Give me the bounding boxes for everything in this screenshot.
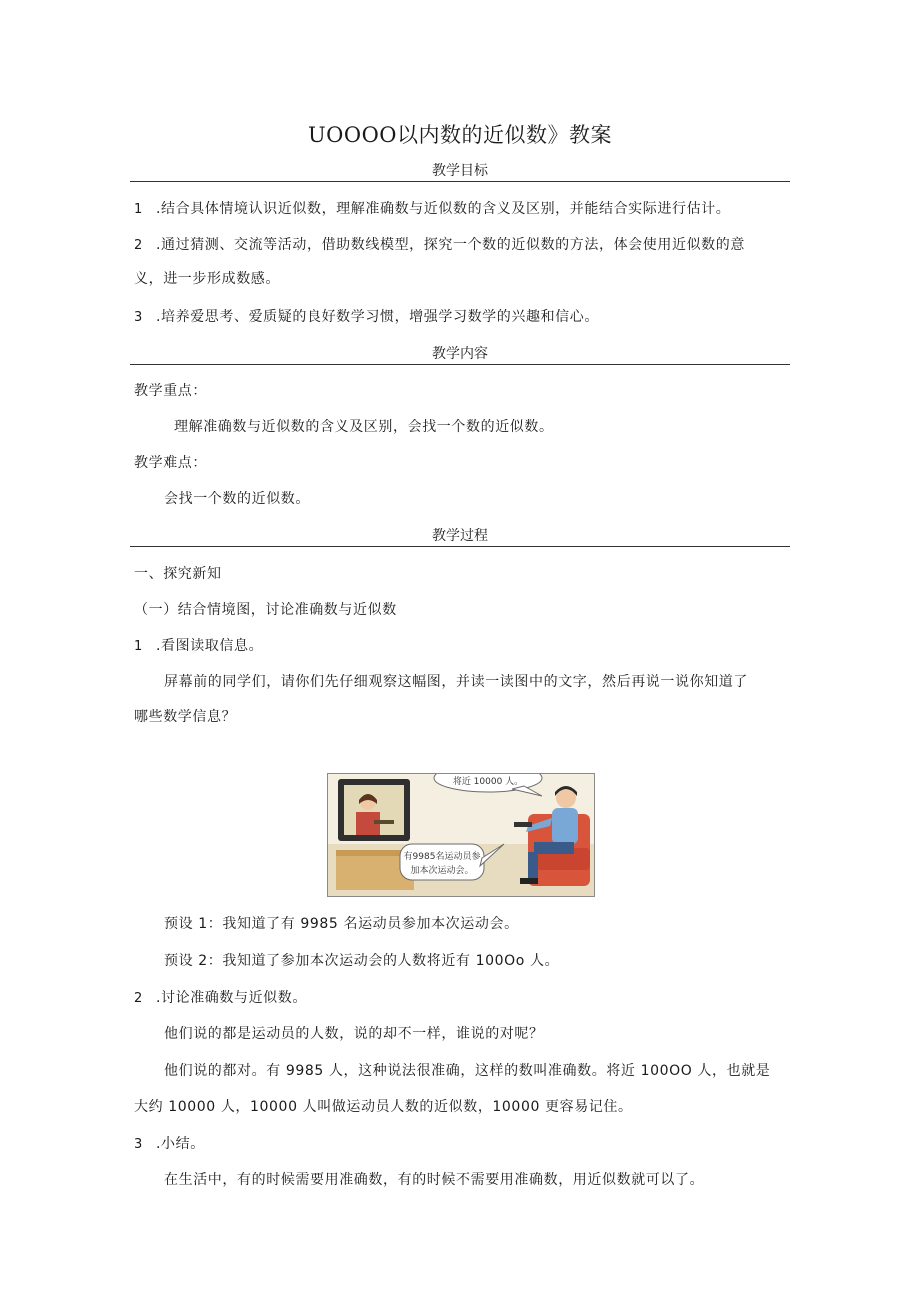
section-rule bbox=[130, 546, 790, 547]
section-heading-goals: 教学目标 bbox=[432, 163, 488, 179]
step-number: 1 bbox=[134, 639, 143, 654]
key-point-label: 教学重点： bbox=[134, 383, 207, 399]
preset-answer: 预设 2：我知道了参加本次运动会的人数将近有 100Oo 人。 bbox=[164, 953, 560, 969]
bubble-left-line2: 加本次运动会。 bbox=[410, 866, 474, 876]
section-rule bbox=[130, 181, 790, 182]
section-rule bbox=[130, 364, 790, 365]
step-number: 3 bbox=[134, 1137, 143, 1152]
paragraph: 他们说的都是运动员的人数，说的却不一样，谁说的对呢？ bbox=[164, 1026, 544, 1042]
goal-item bbox=[134, 198, 730, 218]
step-text: .看图读取信息。 bbox=[155, 638, 264, 654]
difficulty-text: 会找一个数的近似数。 bbox=[164, 491, 310, 507]
step-text: .讨论准确数与近似数。 bbox=[155, 990, 307, 1006]
step-item bbox=[134, 635, 263, 655]
step-number: 2 bbox=[134, 991, 143, 1006]
tv-illustration bbox=[338, 779, 410, 841]
document-title: UOOOO以内数的近似数》教案 bbox=[307, 123, 613, 147]
goal-text-continued: 义，进一步形成数感。 bbox=[134, 271, 280, 287]
section-heading-process: 教学过程 bbox=[432, 528, 488, 544]
bubble-left-line1: 有9985名运动员参 bbox=[403, 852, 481, 862]
paragraph: 屏幕前的同学们，请你们先仔细观察这幅图，并读一读图中的文字，然后再说一说你知道了 bbox=[164, 674, 748, 690]
part-heading: 一、探究新知 bbox=[134, 566, 222, 582]
goal-item bbox=[134, 234, 745, 254]
paragraph: 他们说的都对。有 9985 人，这种说法很准确，这样的数叫准确数。将近 100OO 人，也就是 bbox=[164, 1063, 771, 1079]
goal-number: 3 bbox=[134, 310, 143, 325]
step-item bbox=[134, 987, 307, 1007]
sub-heading: （一）结合情境图，讨论准确数与近似数 bbox=[134, 602, 397, 618]
paragraph-continued: 哪些数学信息？ bbox=[134, 709, 237, 725]
goal-item bbox=[134, 306, 599, 326]
preset-answer: 预设 1：我知道了有 9985 名运动员参加本次运动会。 bbox=[164, 916, 519, 932]
paragraph-continued: 大约 10000 人，10000 人叫做运动员人数的近似数，10000 更容易记住。 bbox=[134, 1099, 633, 1115]
paragraph: 在生活中，有的时候需要用准确数，有的时候不需要用准确数，用近似数就可以了。 bbox=[164, 1172, 705, 1188]
goal-text: .通过猜测、交流等活动，借助数线模型，探究一个数的近似数的方法，体会使用近似数的意 bbox=[155, 237, 745, 253]
key-point-text: 理解准确数与近似数的含义及区别，会找一个数的近似数。 bbox=[174, 419, 554, 435]
illustration bbox=[327, 773, 595, 897]
goal-number: 2 bbox=[134, 238, 143, 253]
bubble-top-text: 将近 10000 人。 bbox=[452, 777, 524, 787]
section-heading-content: 教学内容 bbox=[432, 346, 488, 362]
step-item bbox=[134, 1133, 205, 1153]
goal-text: .培养爱思考、爱质疑的良好数学习惯，增强学习数学的兴趣和信心。 bbox=[155, 309, 599, 325]
goal-text: .结合具体情境认识近似数，理解准确数与近似数的含义及区别，并能结合实际进行估计。 bbox=[155, 201, 731, 217]
step-text: .小结。 bbox=[155, 1136, 205, 1152]
goal-number: 1 bbox=[134, 202, 143, 217]
difficulty-label: 教学难点： bbox=[134, 455, 207, 471]
